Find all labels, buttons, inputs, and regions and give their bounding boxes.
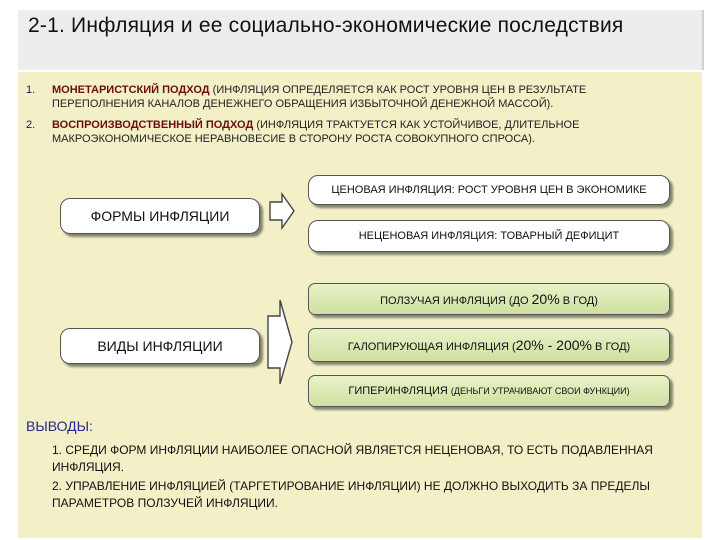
forms-label: ФОРМЫ ИНФЛЯЦИИ (90, 208, 230, 224)
nonprice-inflation-text: НЕЦЕНОВАЯ ИНФЛЯЦИЯ: ТОВАРНЫЙ ДЕФИЦИТ (358, 230, 620, 242)
approach-number: 1. (26, 84, 36, 96)
hyperinflation-note: (ДЕНЬГИ УТРАЧИВАЮТ СВОИ ФУНКЦИИ) (450, 386, 630, 396)
types-label: ВИДЫ ИНФЛЯЦИИ (97, 338, 223, 354)
approach-body (52, 118, 662, 146)
approach-body (52, 83, 662, 111)
price-inflation-box (308, 175, 670, 205)
galloping-rate: 20% - 200% (515, 337, 592, 353)
approach-text: (ИНФЛЯЦИЯ ТРАКТУЕТСЯ КАК УСТОЙЧИВОЕ, ДЛИТЕЛЬНОЕ МАКРОЭКОНОМИЧЕСКОЕ НЕРАВНОВЕСИЕ В СТОРОНУ РОСТА СОВОКУПНОГО СПРОСА). (52, 119, 580, 145)
hyperinflation-box (308, 375, 670, 407)
forms-box (60, 198, 260, 234)
galloping-text-b: В ГОД) (592, 341, 631, 353)
creeping-inflation-box (308, 283, 670, 315)
approach-key: МОНЕТАРИСТСКИЙ ПОДХОД (52, 84, 210, 96)
approach-text: (ИНФЛЯЦИЯ ОПРЕДЕЛЯЕТСЯ КАК РОСТ УРОВНЯ ЦЕН В РЕЗУЛЬТАТЕ ПЕРЕПОЛНЕНИЯ КАНАЛОВ ДЕНЕЖНЕГО ОБРАЩЕНИЯ ИЗБЫТОЧНОЙ ДЕНЕЖНОЙ МАССОЙ). (52, 84, 587, 110)
conclusions-title: ВЫВОДЫ: (26, 418, 93, 434)
slide-title: 2-1. Инфляция и ее социально-экономические последствия (28, 14, 624, 37)
approach-key: ВОСПРОИЗВОДСТВЕННЫЙ ПОДХОД (52, 119, 254, 131)
price-inflation-text: ЦЕНОВАЯ ИНФЛЯЦИЯ: РОСТ УРОВНЯ ЦЕН В ЭКОНОМИКЕ (331, 184, 647, 196)
approach-number: 2. (26, 119, 36, 131)
creeping-rate: 20% (531, 291, 560, 307)
galloping-text-a: ГАЛОПИРУЮЩАЯ ИНФЛЯЦИЯ ( (347, 341, 516, 353)
types-box (60, 328, 260, 364)
galloping-inflation-box (308, 328, 670, 362)
conclusion-item: 1. СРЕДИ ФОРМ ИНФЛЯЦИИ НАИБОЛЕЕ ОПАСНОЙ ЯВЛЯЕТСЯ НЕЦЕНОВАЯ, ТО ЕСТЬ ПОДАВЛЕННАЯ ИНФЛЯЦИЯ. (52, 443, 653, 474)
nonprice-inflation-box (308, 220, 670, 252)
creeping-text-a: ПОЛЗУЧАЯ ИНФЛЯЦИЯ (ДО (380, 295, 532, 307)
forms-arrow-icon (268, 192, 296, 230)
types-arrow-icon (266, 296, 294, 388)
creeping-text-b: В ГОД) (559, 295, 598, 307)
conclusion-item: 2. УПРАВЛЕНИЕ ИНФЛЯЦИЕЙ (ТАРГЕТИРОВАНИЕ ИНФЛЯЦИИ) НЕ ДОЛЖНО ВЫХОДИТЬ ЗА ПРЕДЕЛЫ ПАРАМЕТРОВ ПОЛЗУЧЕЙ ИНФЛЯЦИИ. (52, 479, 650, 510)
hyperinflation-text: ГИПЕРИНФЛЯЦИЯ (348, 385, 451, 397)
